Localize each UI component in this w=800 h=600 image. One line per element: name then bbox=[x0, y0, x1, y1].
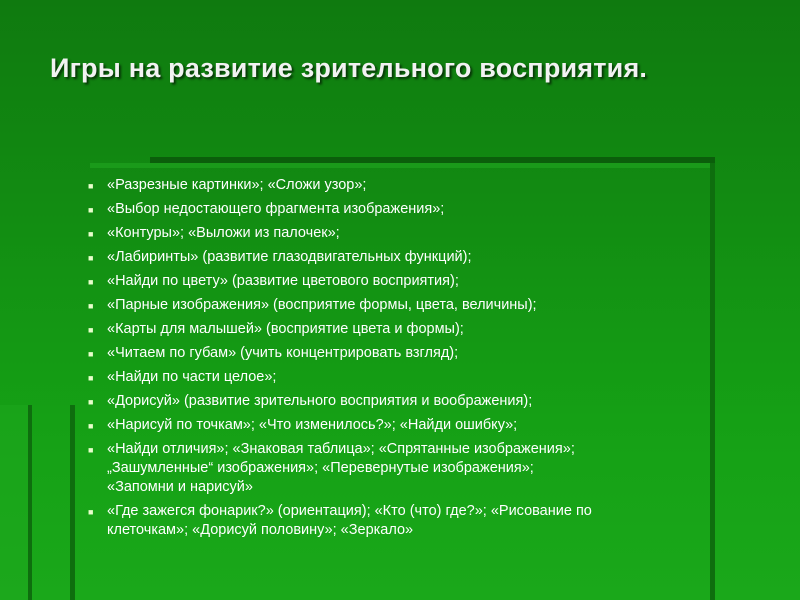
list-item bbox=[88, 440, 778, 497]
list-item-text: «Дорисуй» (развитие зрительного восприятия и воображения); bbox=[107, 393, 533, 409]
list-item-text: „Зашумленные“ изображения»; «Перевернутые изображения»; bbox=[107, 460, 534, 476]
list-item bbox=[88, 368, 778, 387]
list-item bbox=[88, 224, 778, 243]
list-item-text: «Где зажегся фонарик?» (ориентация); «Кто (что) где?»; «Рисование по bbox=[107, 503, 592, 519]
bullet-square-icon: ■ bbox=[88, 325, 94, 335]
list-item bbox=[88, 320, 778, 339]
list-item-text: «Читаем по губам» (учить концентрировать взгляд); bbox=[107, 345, 459, 361]
bullet-list bbox=[88, 176, 778, 545]
bullet-square-icon: ■ bbox=[88, 445, 94, 455]
list-item-text: «Нарисуй по точкам»; «Что изменилось?»; «Найди ошибку»; bbox=[107, 417, 518, 433]
list-item-text: клеточкам»; «Дорисуй половину»; «Зеркало» bbox=[107, 522, 414, 538]
list-item bbox=[88, 416, 778, 435]
bullet-square-icon: ■ bbox=[88, 277, 94, 287]
list-item-text: «Найди отличия»; «Знаковая таблица»; «Спрятанные изображения»; bbox=[107, 441, 575, 457]
list-item bbox=[88, 176, 778, 195]
list-item-text: «Запомни и нарисуй» bbox=[107, 479, 253, 495]
bullet-square-icon: ■ bbox=[88, 349, 94, 359]
decorative-panel-left bbox=[0, 405, 28, 600]
list-item-text: «Контуры»; «Выложи из палочек»; bbox=[107, 225, 340, 241]
decorative-stripe-left-1 bbox=[28, 405, 32, 600]
bullet-square-icon: ■ bbox=[88, 253, 94, 263]
slide-title: Игры на развитие зрительного восприятия. bbox=[50, 53, 648, 83]
list-item-text: «Найди по цвету» (развитие цветового восприятия); bbox=[107, 273, 459, 289]
list-item-text: «Лабиринты» (развитие глазодвигательных функций); bbox=[107, 249, 472, 265]
bullet-square-icon: ■ bbox=[88, 421, 94, 431]
list-item bbox=[88, 392, 778, 411]
bullet-square-icon: ■ bbox=[88, 301, 94, 311]
bullet-square-icon: ■ bbox=[88, 507, 94, 517]
bullet-square-icon: ■ bbox=[88, 181, 94, 191]
list-item bbox=[88, 296, 778, 315]
list-item-text: «Парные изображения» (восприятие формы, цвета, величины); bbox=[107, 297, 537, 313]
list-item bbox=[88, 200, 778, 219]
list-item bbox=[88, 344, 778, 363]
list-item-text: «Разрезные картинки»; «Сложи узор»; bbox=[107, 177, 367, 193]
bullet-square-icon: ■ bbox=[88, 397, 94, 407]
list-item-text: «Выбор недостающего фрагмента изображения»; bbox=[107, 201, 445, 217]
bullet-square-icon: ■ bbox=[88, 373, 94, 383]
list-item bbox=[88, 272, 778, 291]
decorative-stripe-top-light bbox=[90, 163, 715, 168]
list-item bbox=[88, 502, 778, 540]
bullet-square-icon: ■ bbox=[88, 229, 94, 239]
list-item bbox=[88, 248, 778, 267]
list-item-text: «Карты для малышей» (восприятие цвета и формы); bbox=[107, 321, 464, 337]
list-item-text: «Найди по части целое»; bbox=[107, 369, 277, 385]
decorative-stripe-left-2 bbox=[70, 405, 75, 600]
bullet-square-icon: ■ bbox=[88, 205, 94, 215]
